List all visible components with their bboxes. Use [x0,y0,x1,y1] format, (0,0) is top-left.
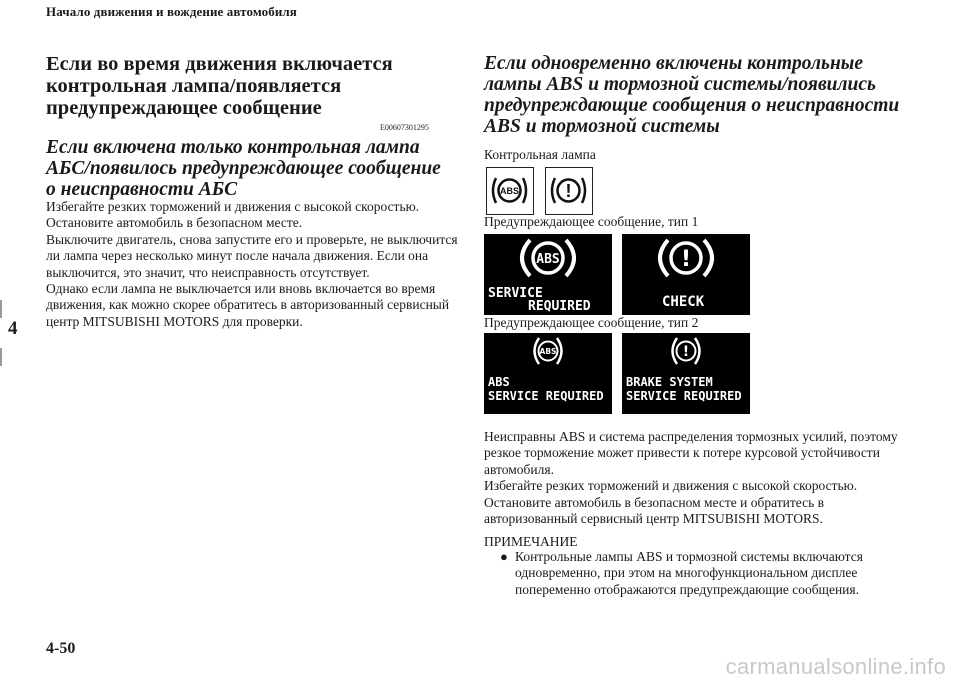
lcd-abs-service-required-type1 [484,234,612,315]
lcd-brake-icon-text: ! [682,344,690,360]
lcd-brake-icon-text: ! [680,247,692,272]
reference-code: E00607301295 [380,123,429,132]
body-text-left [46,199,466,330]
lcd-line-2: REQUIRED [528,299,591,314]
page-number: 4-50 [46,640,76,657]
chapter-tab [0,318,18,348]
note-label: ПРИМЕЧАНИЕ [484,534,578,549]
lcd-line-1: SERVICE [488,286,543,301]
lcd-text-block [488,375,604,403]
caption-message-type-2: Предупреждающее сообщение, тип 2 [484,315,699,330]
caption-warning-lamp: Контрольная лампа [484,147,596,162]
paragraph: Выключите двигатель, снова запустите его и проверьте, не выключится ли лампа через несколько минут после начала движения. Если она выключится, это значит, что неисправность отсутствует. [46,231,458,280]
lcd-line-1: BRAKE SYSTEM [626,375,713,389]
lcd-abs-icon-text: ABS [539,347,557,356]
lcd-abs-service-required-type2 [484,333,612,414]
lcd-text-block [626,375,742,403]
note-text: Контрольные лампы ABS и тормозной системы включаются одновременно, при этом на многофункциональном дисплее попеременно отображаются предупреждающие сообщения. [515,549,863,597]
caption-message-type-1: Предупреждающее сообщение, тип 1 [484,214,699,229]
paragraph: Избегайте резких торможений и движения с высокой скоростью. Остановите автомобиль в безопасном месте и обратитесь в авторизованный сервисный центр MITSUBISHI MOTORS. [484,478,858,527]
body-text-right [484,429,904,527]
watermark: carmanualsonline.info [725,654,946,679]
subheading-abs-only: Если включена только контрольная лампа АБС/появилось предупреждающее сообщение о неисправности АБС [46,137,441,200]
running-head: Начало движения и вождение автомобиля [46,4,297,19]
lcd-line-1: ABS [488,375,510,389]
brake-warning-lamp-icon [545,167,593,215]
lcd-line-2: SERVICE REQUIRED [626,389,742,403]
lcd-brake-system-service-required-type2 [622,333,750,414]
abs-warning-lamp-icon [486,167,534,215]
lcd-brake-check-type1 [622,234,750,315]
lcd-abs-icon-text: ABS [536,252,560,267]
abs-lamp-text: ABS [499,186,520,196]
section-heading: Если во время движения включается контрольная лампа/появляется предупреждающее сообщение [46,53,393,119]
paragraph: Избегайте резких торможений и движения с высокой скоростью. Остановите автомобиль в безопасном месте. [46,199,420,231]
paragraph: Неисправны ABS и система распределения тормозных усилий, поэтому резкое торможение может привести к потере курсовой устойчивости автомобиля. [484,429,898,477]
lcd-line-2: SERVICE REQUIRED [488,389,604,403]
chapter-number: 4 [8,318,18,339]
bullet-icon: ● [500,549,508,564]
lcd-line-1: CHECK [662,294,705,310]
brake-lamp-text: ! [565,181,572,201]
subheading-abs-and-brake: Если одновременно включены контрольные лампы ABS и тормозной системы/появились предупреждающие сообщения о неисправности ABS и тормозной системы [484,53,900,137]
paragraph: Однако если лампа не выключается или вновь включается во время движения, как можно скорее обратитесь в авторизованный сервисный центр MITSUBISHI MOTORS для проверки. [46,281,450,329]
